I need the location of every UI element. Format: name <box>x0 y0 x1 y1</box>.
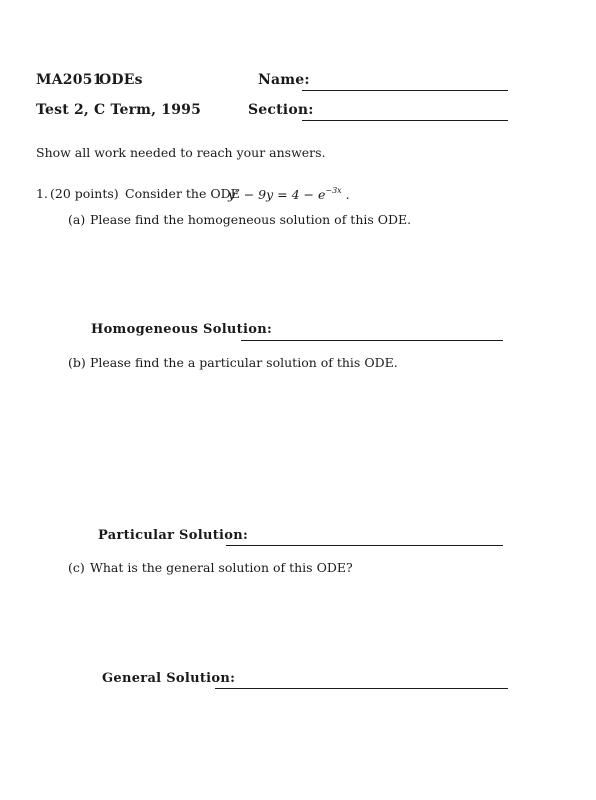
ode-exponent: −3x <box>325 186 342 195</box>
part-c-question: What is the general solution of this ODE? <box>90 560 353 575</box>
homogeneous-answer-line[interactable] <box>241 340 503 341</box>
problem-prompt: Consider the ODE <box>125 186 240 201</box>
ode-lhs: y″ − 9y = 4 − e <box>228 187 326 202</box>
section-answer-line[interactable] <box>302 120 508 121</box>
ode-end: . <box>345 187 350 202</box>
part-c-label: (c) <box>68 560 85 575</box>
test-title: Test 2, C Term, 1995 <box>36 102 202 118</box>
course-code: MA2051 <box>36 72 103 88</box>
particular-answer-line[interactable] <box>226 545 503 546</box>
instructions: Show all work needed to reach your answers. <box>36 145 326 160</box>
ode-equation <box>228 186 350 202</box>
homogeneous-solution-label: Homogeneous Solution: <box>91 322 273 337</box>
particular-solution-label: Particular Solution: <box>98 528 249 543</box>
part-b-question: Please find the a particular solution of this ODE. <box>90 355 398 370</box>
part-a-question: Please find the homogeneous solution of this ODE. <box>90 212 412 227</box>
name-answer-line[interactable] <box>302 90 508 91</box>
section-label: Section: <box>248 102 314 118</box>
general-answer-line[interactable] <box>215 688 508 689</box>
name-label: Name: <box>258 72 310 88</box>
part-b-label: (b) <box>68 355 86 370</box>
course-subject: ODEs <box>99 72 143 88</box>
problem-number: 1. <box>36 186 48 201</box>
problem-points: (20 points) <box>50 186 119 201</box>
part-a-label: (a) <box>68 212 86 227</box>
general-solution-label: General Solution: <box>102 671 236 686</box>
